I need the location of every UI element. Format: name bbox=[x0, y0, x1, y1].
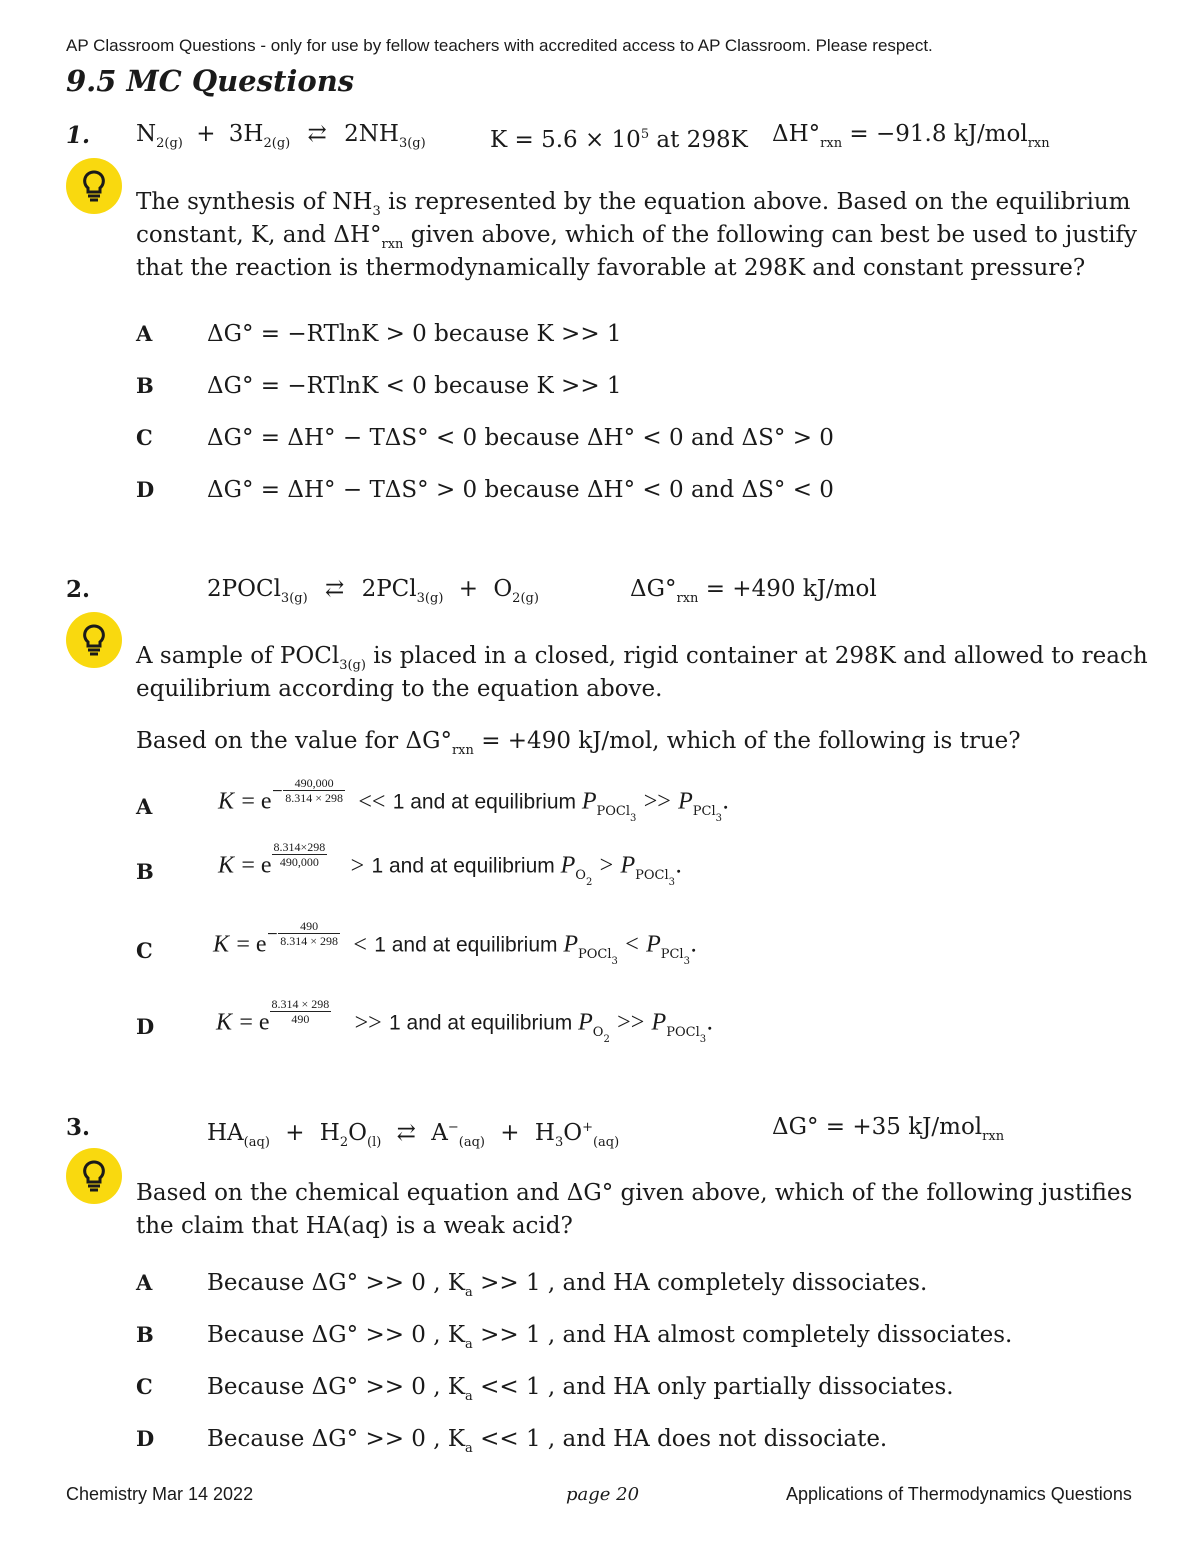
answer-choice[interactable]: K = e $^{\frac{8.314\times 298}{490,000}}$ > 1 and at equilibrium $P_{O_2} > P_{POCl_3}$. bbox=[218, 840, 683, 888]
choice-letter: D bbox=[136, 477, 155, 502]
question-stem-line: equilibrium according to the equation above. bbox=[136, 676, 663, 702]
q1-equation: $N_{2(g)} + 3H_{2(g)}$ ⇄ $2NH_{3(g)}$ bbox=[136, 121, 426, 151]
answer-choice[interactable]: ΔG° = ΔH° − TΔS° > 0 because ΔH° < 0 and ΔS° < 0 bbox=[207, 477, 834, 503]
answer-choice[interactable]: Because ΔG° >> 0 , $K_a << 1$ , and HA only partially dissociates. bbox=[207, 1374, 954, 1404]
question-stem-line: A sample of POCl$_{3(g)}$ is placed in a closed, rigid container at 298K and allowed to reach bbox=[136, 643, 1148, 673]
answer-choice[interactable]: Because ΔG° >> 0 , $K_a << 1$ , and HA does not dissociate. bbox=[207, 1426, 888, 1456]
answer-choice[interactable]: ΔG° = −RTlnK > 0 because K >> 1 bbox=[207, 321, 622, 347]
question-number: 3. bbox=[66, 1114, 91, 1141]
lightbulb-icon[interactable] bbox=[66, 612, 122, 668]
question-stem-line: The synthesis of $NH_3$ is represented by the equation above. Based on the equilibrium bbox=[136, 189, 1131, 219]
answer-choice[interactable]: K = e $^{\frac{8.314 \times 298}{490}}$ >> 1 and at equilibrium $P_{O_2} >> P_{POCl_3}$. bbox=[216, 997, 714, 1045]
footer-page-number: page 20 bbox=[566, 1484, 640, 1505]
lightbulb-icon[interactable] bbox=[66, 158, 122, 214]
choice-letter: D bbox=[136, 1426, 155, 1451]
choice-letter: A bbox=[136, 1270, 153, 1295]
question-stem-line: constant, K, and $\Delta H^\circ_{rxn}$ given above, which of the following can best be used to justify bbox=[136, 222, 1137, 252]
footer-course-date: Chemistry Mar 14 2022 bbox=[66, 1484, 254, 1504]
question-stem-line: Based on the value for $\Delta G^\circ_{rxn} = +490$ kJ/mol, which of the following is true? bbox=[136, 728, 1021, 758]
choice-letter: B bbox=[136, 373, 154, 398]
answer-choice[interactable]: Because ΔG° >> 0 , $K_a >> 1$ , and HA completely dissociates. bbox=[207, 1270, 928, 1300]
q1-enthalpy: $\Delta H^\circ_{rxn} = -91.8$ kJ/mol$_{rxn}$ bbox=[772, 121, 1050, 151]
q3-free-energy: ΔG° = +35 kJ/mol$_{rxn}$ bbox=[772, 1114, 1005, 1144]
q3-equation: $HA_{(aq)} + H_2O_{(l)}$ ⇄ $A^-_{(aq)} + H_3O^+_{(aq)}$ bbox=[207, 1120, 620, 1150]
answer-choice[interactable]: $K = e^{- \frac{490,000}{8.314 \times 298}}$ << 1 and at equilibrium $P_{POCl_3} >> P_{PCl_3}$. bbox=[218, 776, 730, 824]
question-stem-line: that the reaction is thermodynamically favorable at 298K and constant pressure? bbox=[136, 255, 1086, 281]
choice-letter: C bbox=[136, 425, 153, 450]
answer-choice[interactable]: ΔG° = ΔH° − TΔS° < 0 because ΔH° < 0 and ΔS° > 0 bbox=[207, 425, 834, 451]
q2-free-energy: $\Delta G^\circ_{rxn} = +490$ kJ/mol bbox=[630, 576, 877, 606]
choice-letter: C bbox=[136, 938, 153, 963]
access-notice: AP Classroom Questions - only for use by fellow teachers with accredited access to AP Classroom. Please respect. bbox=[66, 36, 933, 55]
choice-letter: A bbox=[136, 794, 153, 819]
answer-choice[interactable]: $K = e^{- \frac{490}{8.314 \times 298}}$ < 1 and at equilibrium $P_{POCl_3} < P_{PCl_3}$. bbox=[213, 919, 698, 967]
lightbulb-icon[interactable] bbox=[66, 1148, 122, 1204]
choice-letter: B bbox=[136, 1322, 154, 1347]
choice-letter: A bbox=[136, 321, 153, 346]
question-stem-line: Based on the chemical equation and ΔG° given above, which of the following justifies bbox=[136, 1180, 1133, 1206]
choice-letter: B bbox=[136, 859, 154, 884]
answer-choice[interactable]: Because ΔG° >> 0 , $K_a >> 1$ , and HA almost completely dissociates. bbox=[207, 1322, 1013, 1352]
section-title: 9.5 MC Questions bbox=[66, 64, 355, 98]
question-number: 1. bbox=[66, 122, 91, 149]
answer-choice[interactable]: ΔG° = −RTlnK < 0 because K >> 1 bbox=[207, 373, 622, 399]
question-stem-line: the claim that HA(aq) is a weak acid? bbox=[136, 1213, 573, 1239]
q2-equation: 2POCl$_{3(g)}$ ⇄ $2PCl_{3(g)} + O_{2(g)}$ bbox=[207, 576, 539, 606]
footer-topic: Applications of Thermodynamics Questions bbox=[786, 1484, 1132, 1504]
choice-letter: D bbox=[136, 1014, 155, 1039]
choice-letter: C bbox=[136, 1374, 153, 1399]
q1-equilibrium-constant: $K = 5.6 \times 10^5$ at 298K bbox=[490, 127, 748, 153]
question-number: 2. bbox=[66, 576, 91, 603]
